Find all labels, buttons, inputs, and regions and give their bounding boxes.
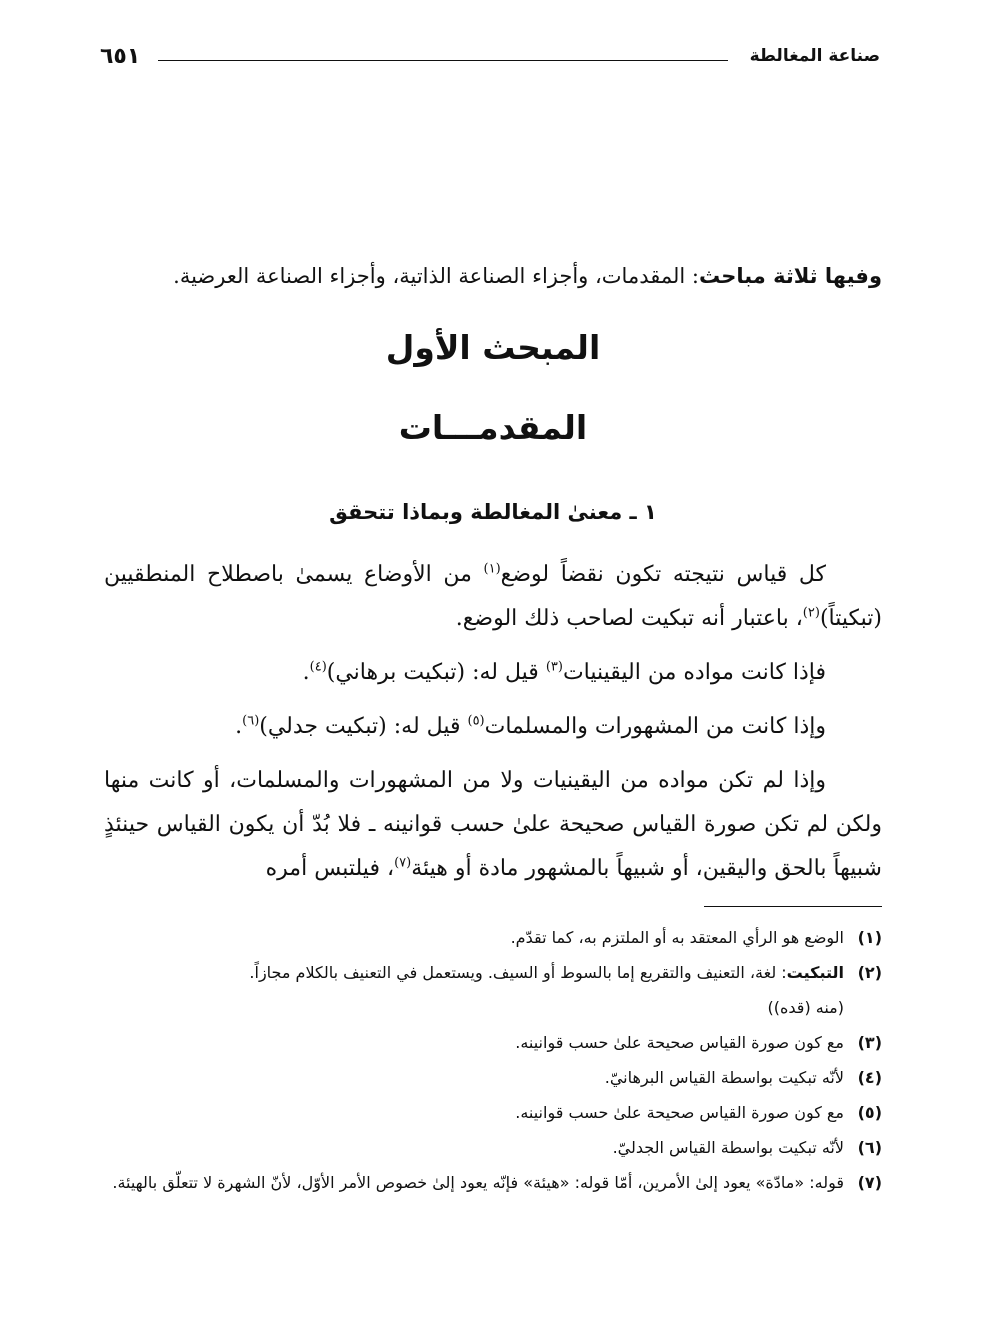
footnote-ref-6[interactable]: (٦) <box>242 713 260 729</box>
paragraph-text: . <box>302 660 310 685</box>
paragraph-text: وإذا كانت من المشهورات والمسلمات <box>484 714 826 739</box>
subheading: ١ ـ معنىٰ المغالطة وبماذا تتحقق <box>329 500 657 524</box>
footnote-4 <box>104 1060 882 1095</box>
paragraph-text: فإذا كانت مواده من اليقينيات <box>562 660 826 685</box>
paragraph-4 <box>104 759 882 891</box>
section-subtitle: المقدمـــات <box>398 408 588 447</box>
footnote-text: مع كون صورة القياس صحيحة علىٰ حسب قوانينه. <box>515 1103 844 1122</box>
header-rule <box>158 60 728 61</box>
footnote-ref-4[interactable]: (٤) <box>309 659 327 675</box>
footnote-text: قوله: «مادّة» يعود إلىٰ الأمرين، أمّا قوله: «هيئة» فإنّه يعود إلىٰ خصوص الأمر الأوّل، لأنّ الشهرة لا تتعلّق بالهيئة. <box>112 1173 844 1192</box>
footnote-1 <box>104 920 882 955</box>
footnote-text: : لغة، التعنيف والتقريع إما بالسوط أو السيف. ويستعمل في التعنيف بالكلام مجازاً. <box>249 963 787 982</box>
section-title: المبحث الأول <box>385 328 601 367</box>
paragraph-text: من الأوضاع يسمىٰ باصطلاح المنطقيين (تبكيتاً) <box>104 562 882 631</box>
footnote-number: (٦) <box>857 1138 882 1157</box>
footnote-6 <box>104 1130 882 1165</box>
footnote-5 <box>104 1095 882 1130</box>
paragraph-3 <box>104 705 882 749</box>
intro-lead: وفيها ثلاثة مباحث <box>698 264 882 288</box>
footnote-ref-2[interactable]: (٢) <box>802 605 820 621</box>
page-number: ٦٥١ <box>100 44 141 69</box>
footnote-ref-3[interactable]: (٣) <box>545 659 563 675</box>
footnote-number: (٣) <box>857 1033 882 1052</box>
running-header <box>100 44 880 74</box>
footnote-number: (١) <box>857 928 882 947</box>
intro-paragraph <box>104 253 882 300</box>
footnote-text: لأنّه تبكيت بواسطة القياس الجدليّ. <box>612 1138 844 1157</box>
paragraph-text: قيل له: (تبكيت برهاني) <box>326 660 546 685</box>
paragraph-text: كل قياس نتيجته تكون نقضاً لوضع <box>500 562 826 587</box>
footnote-text: لأنّه تبكيت بواسطة القياس البرهانيّ. <box>604 1068 844 1087</box>
footnote-number: (٧) <box>857 1173 882 1192</box>
footnote-term: التبكيت <box>786 963 844 982</box>
paragraph-text: قيل له: (تبكيت جدلي) <box>259 714 468 739</box>
footnote-ref-5[interactable]: (٥) <box>467 713 485 729</box>
paragraph-2 <box>104 651 882 695</box>
footnotes <box>104 920 882 1200</box>
paragraph-1 <box>104 553 882 641</box>
paragraph-text: . <box>235 714 243 739</box>
footnote-ref-7[interactable]: (٧) <box>394 855 412 871</box>
footnote-2 <box>104 955 882 1025</box>
footnote-text: مع كون صورة القياس صحيحة علىٰ حسب قوانينه. <box>515 1033 844 1052</box>
footnote-ref-1[interactable]: (١) <box>483 561 501 577</box>
footnote-number: (٤) <box>857 1068 882 1087</box>
footnote-number: (٥) <box>857 1103 882 1122</box>
footnote-source: (منه (قده)) <box>767 998 844 1017</box>
footnote-separator <box>704 906 882 907</box>
footnote-7 <box>104 1165 882 1200</box>
footnote-number: (٢) <box>857 963 882 982</box>
intro-text: : المقدمات، وأجزاء الصناعة الذاتية، وأجزاء الصناعة العرضية. <box>173 264 699 288</box>
body-text <box>104 553 882 901</box>
footnote-text: الوضع هو الرأي المعتقد به أو الملتزم به، كما تقدّم. <box>510 928 844 947</box>
running-title: صناعة المغالطة <box>749 46 880 66</box>
footnote-3 <box>104 1025 882 1060</box>
paragraph-text: ، فيلتبس أمره <box>265 856 395 881</box>
paragraph-text: ، باعتبار أنه تبكيت لصاحب ذلك الوضع. <box>455 606 803 631</box>
paragraph-text: وإذا لم تكن مواده من اليقينيات ولا من المشهورات والمسلمات، أو كانت منها ولكن لم تكن صورة القياس صحيحة علىٰ حسب قوانينه ـ فلا بُدّ أن يكون القياس حينئذٍ شبيهاً بالحق واليقين، أو شبيهاً بالمشهور مادة أو هيئة <box>104 768 882 881</box>
